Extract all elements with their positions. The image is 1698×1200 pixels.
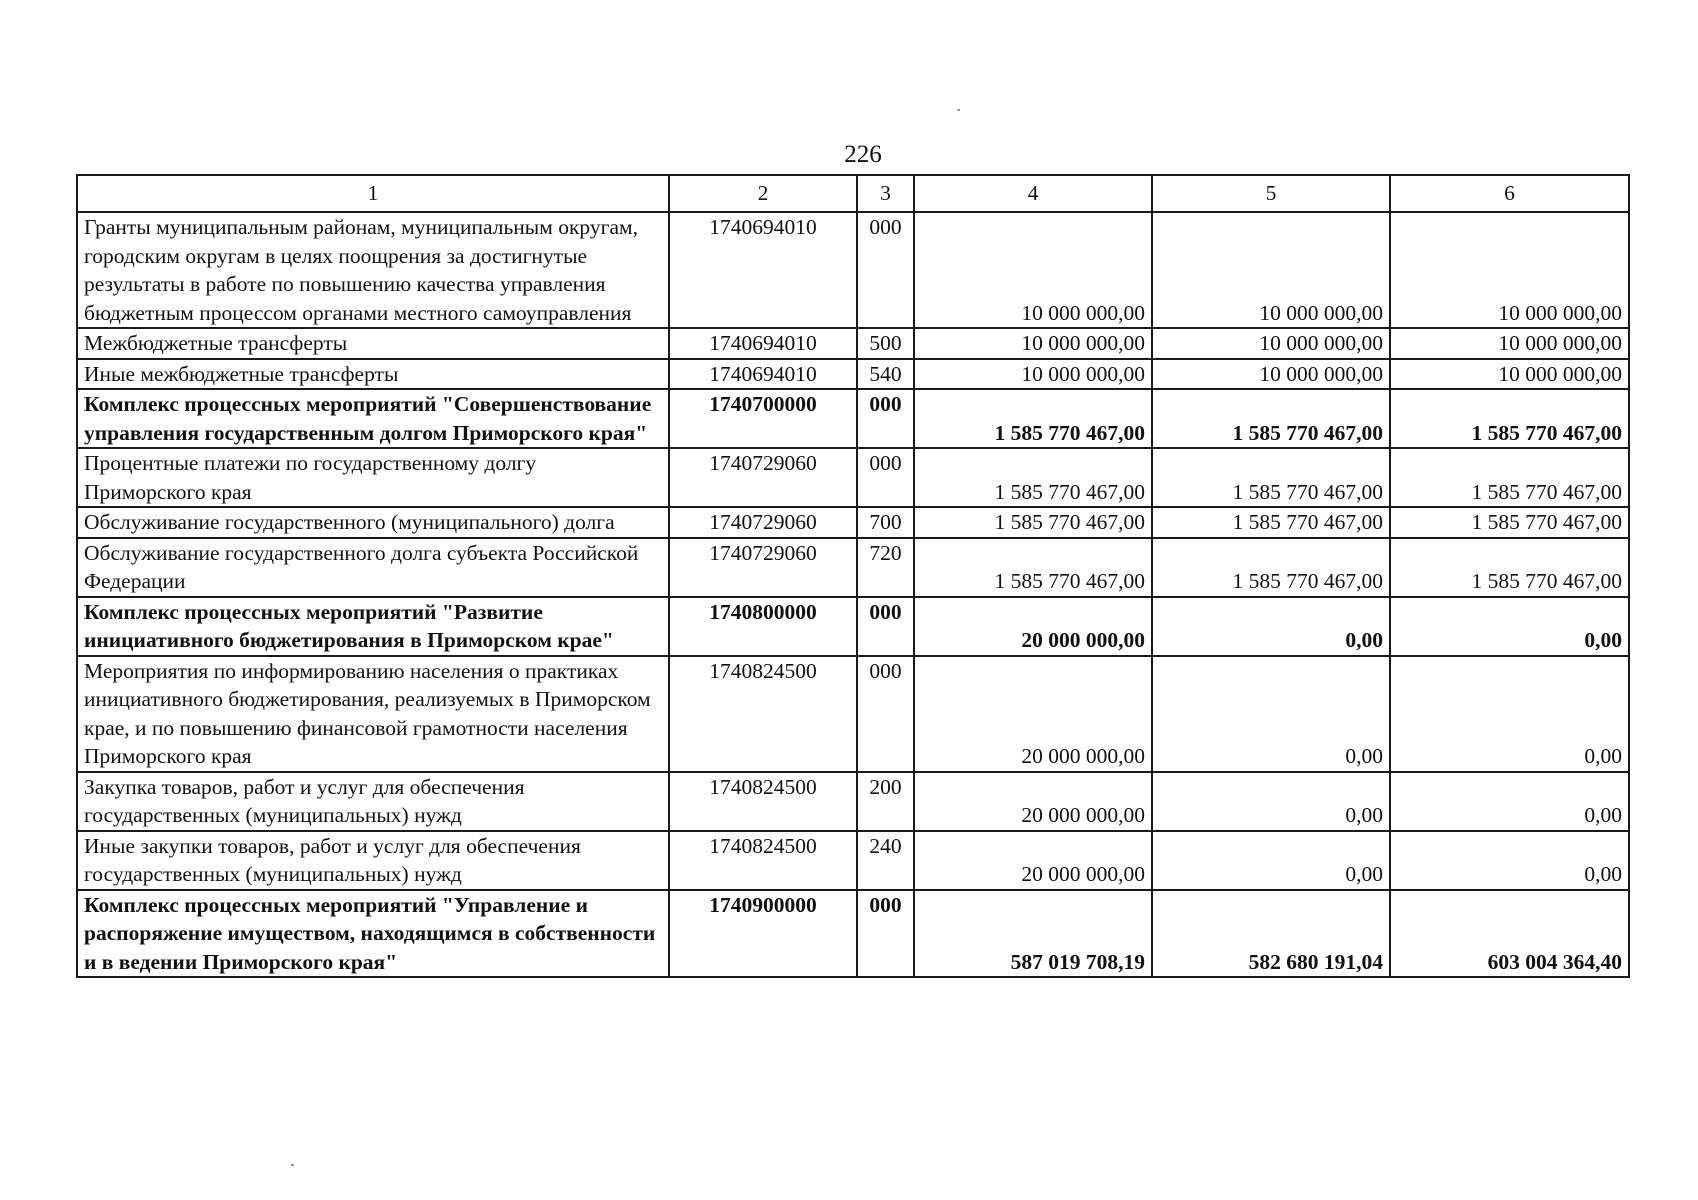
amount-year2-cell: 0,00	[1152, 597, 1390, 656]
scan-speck	[957, 109, 960, 111]
expense-type-cell: 000	[857, 389, 914, 448]
target-code-cell: 1740694010	[669, 359, 857, 390]
amount-year1-cell: 10 000 000,00	[914, 359, 1152, 390]
table-row	[77, 772, 1629, 831]
row-name-cell: Иные межбюджетные трансферты	[77, 359, 669, 390]
amount-year3-cell: 10 000 000,00	[1390, 359, 1629, 390]
column-header: 6	[1390, 175, 1629, 212]
target-code-cell: 1740694010	[669, 328, 857, 359]
amount-year2-cell: 1 585 770 467,00	[1152, 448, 1390, 507]
row-name-cell: Иные закупки товаров, работ и услуг для обеспечения государственных (муниципальных) нужд	[77, 831, 669, 890]
column-header: 5	[1152, 175, 1390, 212]
target-code-cell: 1740694010	[669, 212, 857, 328]
column-header: 1	[77, 175, 669, 212]
target-code-cell: 1740824500	[669, 831, 857, 890]
row-name-cell: Межбюджетные трансферты	[77, 328, 669, 359]
amount-year2-cell: 0,00	[1152, 831, 1390, 890]
scan-speck	[291, 1164, 294, 1166]
amount-year3-cell: 0,00	[1390, 597, 1629, 656]
expense-type-cell: 000	[857, 890, 914, 978]
budget-table	[76, 174, 1630, 978]
amount-year3-cell: 0,00	[1390, 831, 1629, 890]
table-row	[77, 328, 1629, 359]
amount-year2-cell: 1 585 770 467,00	[1152, 389, 1390, 448]
table-row	[77, 507, 1629, 538]
amount-year1-cell: 20 000 000,00	[914, 597, 1152, 656]
target-code-cell: 1740729060	[669, 448, 857, 507]
amount-year1-cell: 1 585 770 467,00	[914, 507, 1152, 538]
table-row	[77, 212, 1629, 328]
table-row	[77, 597, 1629, 656]
expense-type-cell: 000	[857, 212, 914, 328]
row-name-cell: Комплекс процессных мероприятий "Совершенствование управления государственным долгом Приморского края"	[77, 389, 669, 448]
target-code-cell: 1740729060	[669, 507, 857, 538]
amount-year2-cell: 10 000 000,00	[1152, 212, 1390, 328]
amount-year3-cell: 10 000 000,00	[1390, 328, 1629, 359]
target-code-cell: 1740800000	[669, 597, 857, 656]
page-number: 226	[844, 141, 882, 168]
expense-type-cell: 700	[857, 507, 914, 538]
row-name-cell: Комплекс процессных мероприятий "Управление и распоряжение имуществом, находящимся в собственности и в ведении Приморского края"	[77, 890, 669, 978]
amount-year1-cell: 1 585 770 467,00	[914, 448, 1152, 507]
expense-type-cell: 540	[857, 359, 914, 390]
target-code-cell: 1740824500	[669, 656, 857, 772]
expense-type-cell: 500	[857, 328, 914, 359]
row-name-cell: Обслуживание государственного (муниципального) долга	[77, 507, 669, 538]
amount-year3-cell: 1 585 770 467,00	[1390, 507, 1629, 538]
expense-type-cell: 000	[857, 597, 914, 656]
column-number-row	[77, 175, 1629, 212]
row-name-cell: Мероприятия по информированию населения о практиках инициативного бюджетирования, реализуемых в Приморском крае, и по повышению финансовой грамотности населения Приморского края	[77, 656, 669, 772]
table-row	[77, 448, 1629, 507]
amount-year2-cell: 10 000 000,00	[1152, 328, 1390, 359]
expense-type-cell: 000	[857, 448, 914, 507]
table-row	[77, 538, 1629, 597]
column-header: 3	[857, 175, 914, 212]
amount-year2-cell: 0,00	[1152, 656, 1390, 772]
row-name-cell: Закупка товаров, работ и услуг для обеспечения государственных (муниципальных) нужд	[77, 772, 669, 831]
amount-year1-cell: 10 000 000,00	[914, 212, 1152, 328]
target-code-cell: 1740729060	[669, 538, 857, 597]
amount-year2-cell: 582 680 191,04	[1152, 890, 1390, 978]
row-name-cell: Комплекс процессных мероприятий "Развитие инициативного бюджетирования в Приморском крае"	[77, 597, 669, 656]
amount-year2-cell: 1 585 770 467,00	[1152, 538, 1390, 597]
amount-year2-cell: 10 000 000,00	[1152, 359, 1390, 390]
target-code-cell: 1740900000	[669, 890, 857, 978]
amount-year3-cell: 1 585 770 467,00	[1390, 389, 1629, 448]
amount-year3-cell: 0,00	[1390, 656, 1629, 772]
amount-year1-cell: 10 000 000,00	[914, 328, 1152, 359]
amount-year3-cell: 603 004 364,40	[1390, 890, 1629, 978]
target-code-cell: 1740824500	[669, 772, 857, 831]
target-code-cell: 1740700000	[669, 389, 857, 448]
amount-year3-cell: 0,00	[1390, 772, 1629, 831]
expense-type-cell: 720	[857, 538, 914, 597]
column-header: 2	[669, 175, 857, 212]
row-name-cell: Обслуживание государственного долга субъекта Российской Федерации	[77, 538, 669, 597]
amount-year1-cell: 20 000 000,00	[914, 831, 1152, 890]
table-row	[77, 359, 1629, 390]
amount-year2-cell: 0,00	[1152, 772, 1390, 831]
amount-year3-cell: 1 585 770 467,00	[1390, 448, 1629, 507]
table-row	[77, 831, 1629, 890]
column-header: 4	[914, 175, 1152, 212]
amount-year1-cell: 20 000 000,00	[914, 656, 1152, 772]
expense-type-cell: 200	[857, 772, 914, 831]
table-row	[77, 890, 1629, 978]
amount-year1-cell: 1 585 770 467,00	[914, 538, 1152, 597]
row-name-cell: Процентные платежи по государственному долгу Приморского края	[77, 448, 669, 507]
amount-year2-cell: 1 585 770 467,00	[1152, 507, 1390, 538]
amount-year1-cell: 587 019 708,19	[914, 890, 1152, 978]
expense-type-cell: 000	[857, 656, 914, 772]
table-row	[77, 656, 1629, 772]
amount-year1-cell: 20 000 000,00	[914, 772, 1152, 831]
table-row	[77, 389, 1629, 448]
amount-year3-cell: 10 000 000,00	[1390, 212, 1629, 328]
row-name-cell: Гранты муниципальным районам, муниципальным округам, городским округам в целях поощрения за достигнутые результаты в работе по повышению качества управления бюджетным процессом органами местного самоуправления	[77, 212, 669, 328]
amount-year1-cell: 1 585 770 467,00	[914, 389, 1152, 448]
table-body	[77, 175, 1629, 977]
expense-type-cell: 240	[857, 831, 914, 890]
amount-year3-cell: 1 585 770 467,00	[1390, 538, 1629, 597]
